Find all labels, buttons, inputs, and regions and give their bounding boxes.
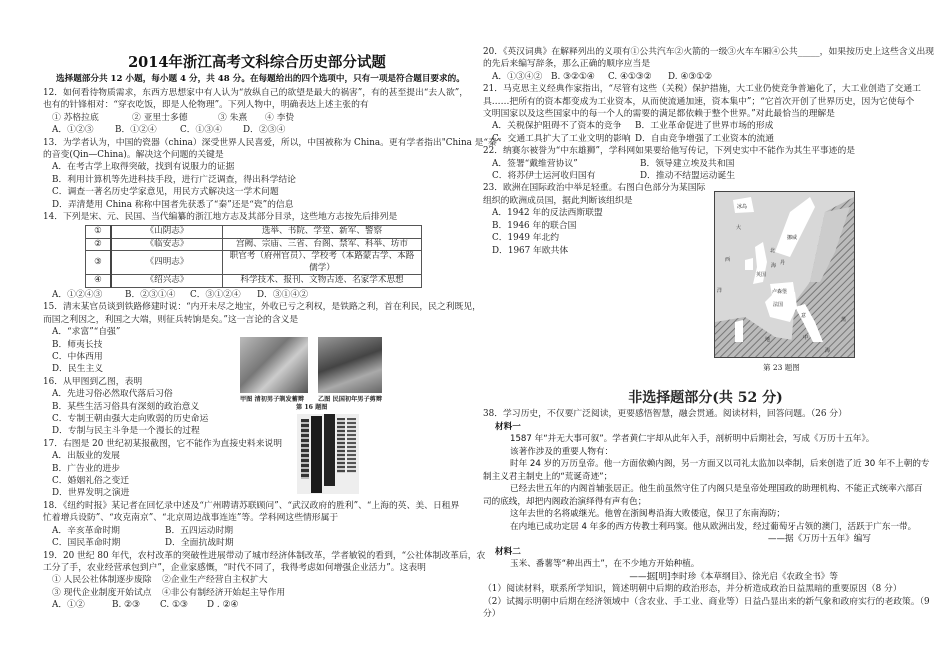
answer-option: A．①③④② bbox=[492, 71, 543, 82]
answer-option: C．调查一著名历史学家意见，用民方式解决这一学术问题 bbox=[52, 187, 279, 198]
answer-option: C．婚姻礼俗之变迁 bbox=[52, 476, 130, 487]
answer-option: A．辛亥革命时期 bbox=[52, 525, 120, 536]
answer-option: C．①③④ bbox=[180, 125, 222, 136]
answer-option: C．③①②④ bbox=[190, 289, 241, 300]
options-row bbox=[43, 112, 473, 124]
answer-option: B．某些生活习俗具有深刻的政治意义 bbox=[52, 401, 200, 412]
answer-option: D．专制与民主斗争是一个漫长的过程 bbox=[52, 426, 200, 437]
options-row bbox=[43, 124, 473, 136]
table-row bbox=[86, 251, 422, 275]
options-row bbox=[483, 71, 933, 83]
q23-europe-map bbox=[714, 191, 855, 358]
question-stem: 14．下列是宋、元、民国、当代编纂的浙江地方志及其部分目录，这些地方志按先后排列是 bbox=[43, 212, 398, 223]
material-2-label: 材料二 bbox=[495, 546, 521, 557]
answer-option: D．自由竞争增强了工业资本的流通 bbox=[635, 133, 775, 144]
answer-option: ③ 现代企业制度开始试点 bbox=[52, 587, 152, 598]
question-38 bbox=[483, 408, 933, 621]
question-stem: 15．清末某官员谈到铁路修建时说：“内开未尽之地宝，外收已亏之利权，是铁路之利，首在利民，民之利既见， bbox=[43, 302, 481, 313]
answer-option: C．将苏伊士运河收归国有 bbox=[492, 171, 596, 182]
answer-option: A．关税保护阻碍不了资本的竞争 bbox=[492, 121, 622, 132]
right-column bbox=[483, 46, 933, 257]
options-row bbox=[43, 199, 473, 211]
answer-option: ④非公有制经济开始起主导作用 bbox=[162, 587, 286, 598]
question-block bbox=[43, 137, 502, 211]
options-row bbox=[483, 158, 933, 170]
answer-option: A．“求富”“自强” bbox=[52, 327, 121, 338]
question-block bbox=[43, 550, 486, 612]
map-label: 大 bbox=[736, 225, 742, 231]
map-label: 西 bbox=[725, 257, 731, 263]
answer-option: D．②③④ bbox=[243, 125, 286, 136]
material-2-text: 玉米、番薯等“种出西土”，在不少地方开始种植。 bbox=[510, 559, 700, 569]
table-cell: 《临安志》 bbox=[111, 238, 223, 251]
question-stem: 也有的针锋相对：“穿衣吃饭，即是人伦物理”。下列人物中，明确表达上述主张的有 bbox=[43, 100, 369, 111]
question-stem: 22．纳赛尔被誉为“中东雄狮”，学科网如果要给他写传记，下列史实中不能作为其生平事迹的是 bbox=[483, 146, 856, 157]
answer-option: B．工业革命促进了世界市场的形成 bbox=[635, 121, 774, 132]
material-1 bbox=[483, 433, 933, 533]
material-1-line: 司的底线，却把内阁政治演绎得有声有色； bbox=[483, 496, 647, 507]
question-block bbox=[483, 145, 933, 182]
section-instructions: 选择题部分共 12 小题，每小题 4 分，共 48 分。在每题给出的四个选项中，只有一项是符合题目要求的。 bbox=[56, 74, 465, 84]
map-label: 黑 bbox=[841, 317, 847, 323]
answer-option: B．②③①④ bbox=[125, 289, 176, 300]
answer-option: ③ 朱熹 bbox=[218, 112, 248, 123]
options-row bbox=[43, 599, 473, 611]
material-1-line: 这年去世的名将戚继光。他曾在浙闽粤沿海大败倭寇，保卫了东南海防； bbox=[510, 509, 786, 519]
question-stem: 23．欧洲在国际政治中举足轻重。右图白色部分为某国际 bbox=[483, 183, 706, 194]
answer-option: ②企业生产经营自主权扩大 bbox=[162, 575, 268, 586]
map-label: 丹 bbox=[780, 260, 786, 266]
map-label: 海 bbox=[771, 263, 777, 269]
options-row bbox=[43, 574, 473, 586]
answer-option: D．民生主义 bbox=[52, 364, 104, 375]
question-stem: 19．20 世纪 80 年代，农村改革的突破性进展带动了城市经济体制改革，学者敏锐的看到，“公社体制改革后，农 bbox=[43, 550, 486, 561]
material-1-line: 1587 年“并无大事可叙”。学者黄仁宇却从此年入手，剖析明中后期社会，写成《万历十五年》。 bbox=[510, 434, 875, 444]
table-cell: ① bbox=[86, 226, 112, 239]
answer-option: C．1949 年北约 bbox=[492, 233, 560, 244]
answer-option: ① 苏格拉底 bbox=[52, 112, 99, 123]
question-stem: 20．《英汉词典》在解释列出的义项有①公共汽车②火箭的一级③火车车厢④公共_____，如果按历史上这些含义出现 bbox=[483, 47, 935, 57]
question-stem: 工分了手，农业经营承包到户”，企业家感慨，“时代不同了，我得考虑如何增强企业活力”。这表明 bbox=[43, 562, 426, 573]
table-cell: 职官考（府州官员）、学校考（本路蒙古学、本路儒学） bbox=[223, 251, 422, 275]
directory-table bbox=[85, 225, 422, 288]
answer-option: C．中体西用 bbox=[52, 352, 103, 362]
map-label: 挪威 bbox=[787, 235, 798, 241]
options-row bbox=[483, 245, 733, 257]
question-stem: 12．如何看待物质需求，东西方思想家中有人认为“放纵自己的欲望是最大的祸害”，有的甚至提出“去人欲”， bbox=[43, 88, 469, 98]
question-block bbox=[43, 87, 473, 137]
answer-option: D．③①④② bbox=[257, 289, 309, 300]
answer-option: D．1967 年欧共体 bbox=[492, 245, 569, 256]
question-stem: 18．《纽约时报》某记者在回忆录中述及“广州聘请苏联顾问”、“武汉政府的胜利”、“上海的英、美、日租界 bbox=[43, 500, 460, 511]
options-row bbox=[43, 289, 473, 301]
question-block bbox=[43, 438, 473, 500]
question-block bbox=[483, 46, 933, 83]
options-row bbox=[483, 232, 733, 244]
answer-option: C．交通工具扩大了工业文明的影响 bbox=[492, 133, 631, 144]
options-row bbox=[43, 450, 473, 462]
map-label: 海 bbox=[825, 348, 831, 354]
map-label: 英国 bbox=[756, 272, 767, 278]
options-row bbox=[483, 133, 933, 145]
question-stem: 而国之利因之，利国之大端，则征兵转饷是矣。”这一言论的含义是 bbox=[43, 314, 299, 325]
question-stem: 忙着增兵设防”、“攻克南京”、“北京周边战事连连”等。学科网这些情形属于 bbox=[43, 513, 339, 524]
question-stem: 组织的欧洲成员国，据此判断该组织是 bbox=[483, 195, 633, 206]
q38-task-1: （1）阅读材料，联系所学知识，简述明朝中后期的政治形态，并分析造成政治日益黑暗的重要原因（8 分） bbox=[483, 584, 902, 594]
answer-option: D. ④③①② bbox=[668, 71, 712, 82]
map-label: 中 bbox=[803, 335, 809, 341]
table-row bbox=[86, 226, 422, 239]
question-block bbox=[483, 182, 733, 256]
table-row bbox=[86, 238, 422, 251]
table-cell: 科学技术、报刊、文物古迹、名家学术思想 bbox=[223, 275, 422, 288]
table-cell: 《四明志》 bbox=[111, 251, 223, 275]
table-cell: 《山阴志》 bbox=[111, 226, 223, 239]
material-1-line: 该著作涉及的重要人物有： bbox=[510, 446, 614, 457]
options-row bbox=[43, 174, 473, 186]
options-row bbox=[43, 413, 473, 425]
material-2-source: ——据[明]李时珍《本草纲目》、徐光启《农政全书》等 bbox=[629, 571, 838, 582]
answer-option: B．广告业的进步 bbox=[52, 463, 121, 474]
answer-option: B．领导建立埃及共和国 bbox=[640, 158, 735, 169]
table-cell: 宫阙、宗庙、三省、台阁、禁军、科举、坊市 bbox=[223, 238, 422, 251]
answer-option: B. ②③ bbox=[112, 600, 140, 611]
answer-option: A．在考古学上取得突破，找到有说服力的证据 bbox=[52, 162, 235, 173]
options-row bbox=[43, 525, 473, 537]
options-row bbox=[483, 120, 933, 132]
answer-option: D．全面抗战时期 bbox=[165, 538, 234, 549]
options-row bbox=[483, 220, 733, 232]
question-stem: 文明国家以及这些国家中的每一个人的需要的满足都依赖于整个世界。”对此最恰当的理解是 bbox=[483, 109, 835, 120]
material-1-label: 材料一 bbox=[495, 421, 521, 432]
q16-caption-b: 乙图 民国初年男子剪辫 bbox=[318, 396, 383, 403]
answer-option: B．1946 年的联合国 bbox=[492, 220, 577, 231]
table-cell: 《绍兴志》 bbox=[111, 275, 223, 288]
question-block bbox=[43, 211, 473, 301]
map-label: 北 bbox=[770, 248, 776, 254]
section-title-non-choice: 非选择题部分(共 52 分) bbox=[628, 390, 783, 406]
options-row bbox=[483, 207, 733, 219]
table-row bbox=[86, 275, 422, 288]
material-1-line: 已经去世五年的内阁首辅张居正。他生前虽然守住了内阁只是皇帝处理国政的助理机构、不能正式统率六部百 bbox=[510, 484, 923, 494]
map-label: 卢森堡 bbox=[772, 289, 788, 295]
question-stem: 的音变(Qin—China)。解决这个问题的关键是 bbox=[43, 150, 224, 161]
question-block bbox=[43, 500, 473, 550]
table-cell: ② bbox=[86, 238, 112, 251]
material-1-line: 时年 24 岁的万历皇帝。他一方面依赖内阁，另一方面又以司礼太监加以牵制，后来创造了近 30 年不上朝的专 bbox=[510, 459, 930, 469]
answer-option: B．利用计算机等先进科技手段，进行广泛调查，得出科学结论 bbox=[52, 174, 296, 185]
map-label: 法国 bbox=[773, 302, 784, 308]
q23-figure-label: 第 23 题图 bbox=[763, 363, 800, 372]
answer-option: D．推动不结盟运动诞生 bbox=[640, 171, 736, 182]
options-row bbox=[43, 186, 473, 198]
page-title: 2014年浙江高考文科综合历史部分试题 bbox=[128, 54, 386, 71]
table-cell: 选举、书院、学堂、新军、警察 bbox=[223, 226, 422, 239]
map-label: 冰岛 bbox=[737, 204, 748, 210]
material-1-line: 制主义君主制史上的“荒诞奇迹”； bbox=[483, 471, 613, 482]
question-stem: 21．马克思主义经典作家指出，“尽管有这些（关税）保护措施，大工业仍使竞争普遍化了，大工业创造了交通工 bbox=[483, 84, 921, 95]
answer-option: B．五四运动时期 bbox=[165, 525, 234, 536]
answer-option: C. ①③ bbox=[160, 600, 188, 611]
answer-option: C．国民革命时期 bbox=[52, 538, 121, 549]
answer-option: A．①② bbox=[52, 600, 85, 611]
options-row bbox=[43, 487, 473, 499]
options-row bbox=[43, 587, 473, 599]
answer-option: B. ③②①④ bbox=[551, 71, 595, 82]
map-label: 意 bbox=[801, 313, 807, 319]
table-cell: ③ bbox=[86, 251, 112, 275]
options-row bbox=[43, 475, 473, 487]
answer-option: ① 人民公社体制逐步废除 bbox=[52, 575, 152, 586]
options-row bbox=[483, 170, 933, 182]
answer-option: B．①②④ bbox=[115, 125, 157, 136]
answer-option: A．①②④③ bbox=[52, 289, 103, 300]
q38-stem: 38．学习历史，不仅要广泛阅读，更要感悟智慧，融会贯通。阅读材料，回答问题。（26 分） bbox=[483, 409, 847, 419]
question-stem: 17．右图是 20 世纪初某报截图，它不能作为直接史料来说明 bbox=[43, 438, 283, 449]
question-stem: 13．为学者认为，中国的瓷器（china）深受世界人民喜爱，所以，中国被称为 China。更有学者指出"China 是“秦” bbox=[43, 137, 502, 148]
map-label: 地 bbox=[765, 337, 771, 343]
answer-option: C．专制王朝由强大走向败弱的历史命运 bbox=[52, 414, 209, 425]
question-stem: 16．从甲图到乙图，表明 bbox=[43, 376, 143, 387]
options-row bbox=[43, 463, 473, 475]
q17-newspaper-image bbox=[297, 414, 359, 494]
answer-option: A．先进习俗必然取代落后习俗 bbox=[52, 389, 173, 400]
answer-option: C. ④①③② bbox=[608, 71, 652, 82]
answer-option: D．世界发明之演进 bbox=[52, 488, 130, 499]
answer-option: A．出版业的发展 bbox=[52, 451, 120, 462]
answer-option: A．1942 年的反法西斯联盟 bbox=[492, 208, 603, 219]
material-1-line: 在内地已成功定居 4 年多的西方传教士利玛窦。他从欧洲出发，经过葡萄牙占领的澳门，活跃于广东一带。 bbox=[510, 521, 917, 532]
answer-option: D．弄清楚用 China 称称中国者先获悉了“秦”还是“瓷”的信息 bbox=[52, 199, 294, 210]
answer-option: ② 亚里士多德 bbox=[132, 112, 188, 123]
answer-option: D . ②④ bbox=[207, 600, 239, 611]
q38-task-2: （2）试揭示明朝中后期在经济领域中（含农业、手工业、商业等）日益凸显出来的新气象和政府实行的老政策。（9 bbox=[483, 596, 930, 607]
map-label: 洋 bbox=[717, 288, 723, 294]
q16-figure-label: 第 16 题图 bbox=[296, 404, 328, 411]
q16-photo-a bbox=[240, 337, 308, 393]
answer-option: B．师夷长技 bbox=[52, 339, 103, 350]
options-row bbox=[43, 537, 473, 549]
answer-option: ④ 李贽 bbox=[265, 112, 295, 123]
q16-photo-b bbox=[318, 337, 382, 393]
question-block bbox=[483, 83, 933, 145]
table-cell: ④ bbox=[86, 275, 112, 288]
answer-option: A．签署“戴维营协议” bbox=[492, 158, 578, 169]
question-stem: 具……把所有的资本都变成为工业资本，从而使流通加速，资本集中”；“它首次开创了世界历史，因为它使每个 bbox=[483, 96, 915, 107]
material-1-source: ——据《万历十五年》编写 bbox=[767, 534, 871, 544]
answer-option: A．①②③ bbox=[52, 125, 94, 136]
options-row bbox=[43, 425, 473, 437]
question-stem: 的先后来编写辞条，那么正确的顺序应当是 bbox=[483, 59, 651, 70]
q16-caption-a: 甲图 清初男子剃发蓄辫 bbox=[240, 396, 305, 403]
options-row bbox=[43, 161, 473, 173]
q38-task-2-cont: 分） bbox=[483, 609, 501, 619]
